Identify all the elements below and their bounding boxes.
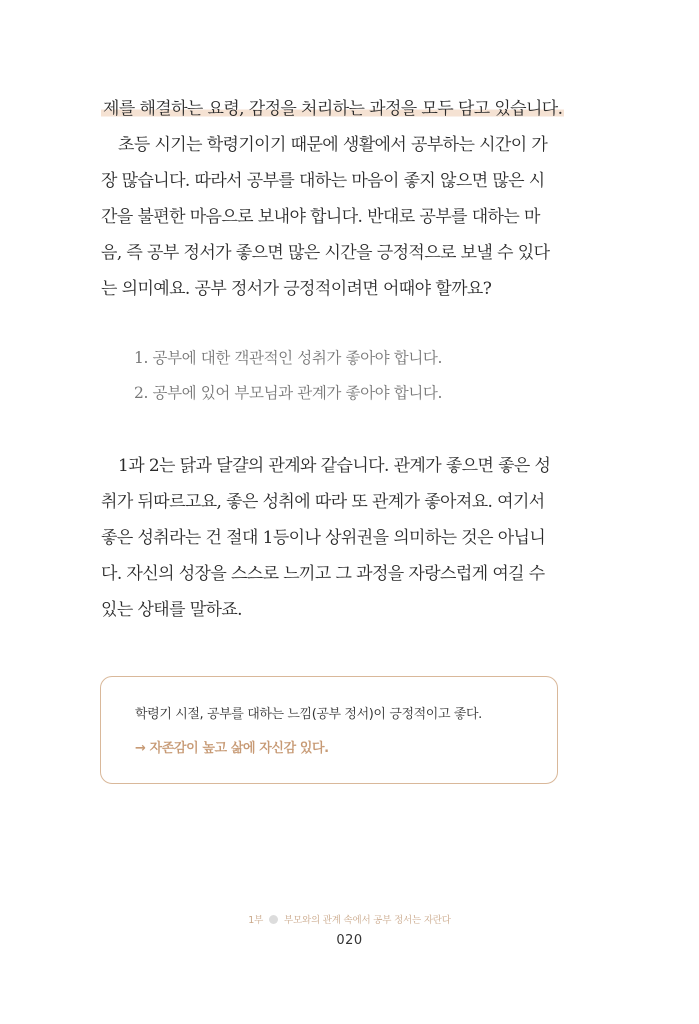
paragraph-intro [101,91,563,307]
summary-statement: 학령기 시절, 공부를 대하는 느낌(공부 정서)이 긍정적이고 좋다. [135,707,482,722]
bullet-dot-icon [269,915,278,924]
text-line: 장 많습니다. 따라서 공부를 대하는 마음이 좋지 않으면 많은 시 [101,171,545,191]
text-line: 초등 시기는 학령기이기 때문에 생활에서 공부하는 시간이 가 [118,135,548,155]
running-footer [0,912,699,926]
text-line: 다. 자신의 성장을 스스로 느끼고 그 과정을 자랑스럽게 여길 수 [101,564,545,584]
highlighted-text: 제를 해결하는 요령, 감정을 처리하는 과정을 모두 담고 있습니다. [103,99,563,119]
text-line: 는 의미예요. 공부 정서가 긍정적이려면 어때야 할까요? [101,279,492,299]
text-line: 취가 뒤따르고요, 좋은 성취에 따라 또 관계가 좋아져요. 여기서 [101,492,545,512]
text-line: 1과 2는 닭과 달걀의 관계와 같습니다. 관계가 좋으면 좋은 성 [118,456,551,476]
text-line: 있는 상태를 말하죠. [101,600,242,620]
footer-chapter-title: 부모와의 관계 속에서 공부 정서는 자란다 [284,915,451,926]
page-number: 020 [336,933,363,948]
summary-box [100,676,558,784]
text-line: 좋은 성취라는 건 절대 1등이나 상위권을 의미하는 것은 아닙니 [101,528,546,548]
text-line: 음, 즉 공부 정서가 좋으면 많은 시간을 긍정적으로 보낼 수 있다 [101,243,550,263]
footer-part: 1부 [248,915,264,926]
list-item: 1. 공부에 대한 객관적인 성취가 좋아야 합니다. [134,349,442,367]
text-line: 간을 불편한 마음으로 보내야 합니다. 반대로 공부를 대하는 마 [101,207,540,227]
numbered-list [134,341,442,411]
text-line [101,91,563,127]
summary-result: → 자존감이 높고 삶에 자신감 있다. [135,741,329,756]
list-item: 2. 공부에 있어 부모님과 관계가 좋아야 합니다. [134,384,442,402]
paragraph-relationship [101,448,559,628]
